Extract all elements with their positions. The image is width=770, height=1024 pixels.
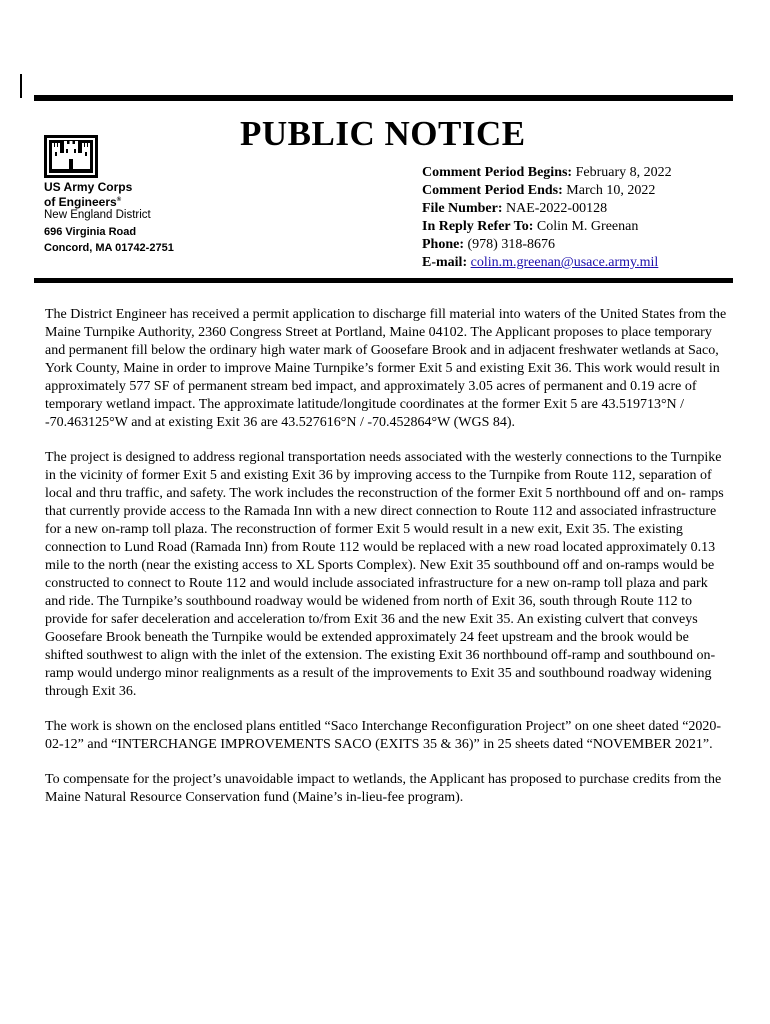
text-cursor xyxy=(20,74,22,98)
reply-refer-label: In Reply Refer To: xyxy=(422,219,534,234)
organization-name xyxy=(44,181,151,222)
body-paragraph-1: The District Engineer has received a permit application to discharge fill material into waters of the United States from the Maine Turnpike Authority, 2360 Congress Street at Portland, Maine 04102. The Applicant proposes to place temporary and permanent fill below the ordinary high water mark of Goosefare Brook and in adjacent freshwater wetlands at Saco, York County, Maine in order to improve Maine Turnpike’s former Exit 5 and existing Exit 36. This work would result in approximately 577 SF of permanent stream bed impact, and approximately 3.05 acres of permanent and 0.19 acre of temporary wetland impact. The approximate latitude/longitude coordinates at the former Exit 5 are 43.519713°N / -70.463125°W and at existing Exit 36 are 43.527616°N / -70.452864°W (WGS 84). xyxy=(45,307,727,430)
phone-value: (978) 318-8676 xyxy=(467,237,555,252)
email-label: E-mail: xyxy=(422,255,468,270)
comment-ends-value: March 10, 2022 xyxy=(566,183,656,198)
body-paragraph-4: To compensate for the project’s unavoidable impact to wetlands, the Applicant has proposed to purchase credits from the Maine Natural Resource Conservation fund (Maine’s in-lieu-fee program). xyxy=(45,772,722,805)
body-paragraph-2: The project is designed to address regional transportation needs associated with the westerly connections to the Turnpike in the vicinity of former Exit 5 and existing Exit 36 by improving access to the Turnpike from Route 112, separation of local and thru traffic, and safety. The work includes the reconstruction of the former Exit 5 northbound off and on- ramps that currently provide access to the Ramada Inn with a new direct connection to Route 112 and associated infrastructure for a new on-ramp toll plaza. The reconstruction of former Exit 5 would result in a new exit, Exit 35. The existing connection to Lund Road (Ramada Inn) from Route 112 would be replaced with a new road located approximately 0.13 mile to the north (near the existing access to XL Sports Complex). New Exit 35 southbound off and on-ramps would be constructed to connect to Route 112 and would include associated infrastructure for a new on-ramp toll plaza and park and ride. The Turnpike’s southbound roadway would be widened from north of Exit 36, south through Route 112 to provide for safer deceleration and acceleration to/from Exit 36 and the new Exit 35. An existing culvert that conveys Goosefare Brook beneath the Turnpike would be extended approximately 24 feet upstream and the brook would be shifted southwest to align with the inlet of the extension. The existing Exit 36 northbound off-ramp and southbound on-ramp would undergo minor realignments as a result of the improvements to Exit 35 and southbound roadway widening through Exit 36. xyxy=(45,450,724,699)
org-address xyxy=(44,224,174,256)
phone-label: Phone: xyxy=(422,237,464,252)
castle-logo-icon xyxy=(44,135,98,178)
org-line-2-text: of Engineers xyxy=(44,195,117,209)
comment-begins-value: February 8, 2022 xyxy=(575,165,672,180)
phone-row xyxy=(422,236,672,254)
org-line-2 xyxy=(44,194,151,209)
comment-ends-row xyxy=(422,182,672,200)
org-line-1: US Army Corps xyxy=(44,180,133,194)
file-number-label: File Number: xyxy=(422,201,503,216)
page-title: PUBLIC NOTICE xyxy=(240,114,526,153)
address-street: 696 Virginia Road xyxy=(44,226,137,238)
org-district: New England District xyxy=(44,209,151,221)
header-bottom-rule xyxy=(34,278,733,283)
file-number-value: NAE-2022-00128 xyxy=(505,201,608,216)
notice-body xyxy=(45,306,727,824)
notice-info-block xyxy=(422,164,672,272)
email-row xyxy=(422,254,672,272)
body-paragraph-3: The work is shown on the enclosed plans entitled “Saco Interchange Reconfiguration Project” on one sheet dated “2020-02-12” and “INTERCHANGE IMPROVEMENTS SACO (EXITS 35 & 36)” in 25 sheets dated “NOVEMBER 2021”. xyxy=(45,719,722,752)
trademark-mark: ® xyxy=(116,197,122,203)
comment-begins-label: Comment Period Begins: xyxy=(422,165,573,180)
header-top-rule xyxy=(34,95,733,101)
email-link[interactable]: colin.m.greenan@usace.army.mil xyxy=(470,255,659,270)
reply-refer-row xyxy=(422,218,672,236)
comment-ends-label: Comment Period Ends: xyxy=(422,183,563,198)
file-number-row xyxy=(422,200,672,218)
address-city: Concord, MA 01742-2751 xyxy=(44,242,174,254)
reply-refer-value: Colin M. Greenan xyxy=(536,219,639,234)
comment-begins-row xyxy=(422,164,672,182)
